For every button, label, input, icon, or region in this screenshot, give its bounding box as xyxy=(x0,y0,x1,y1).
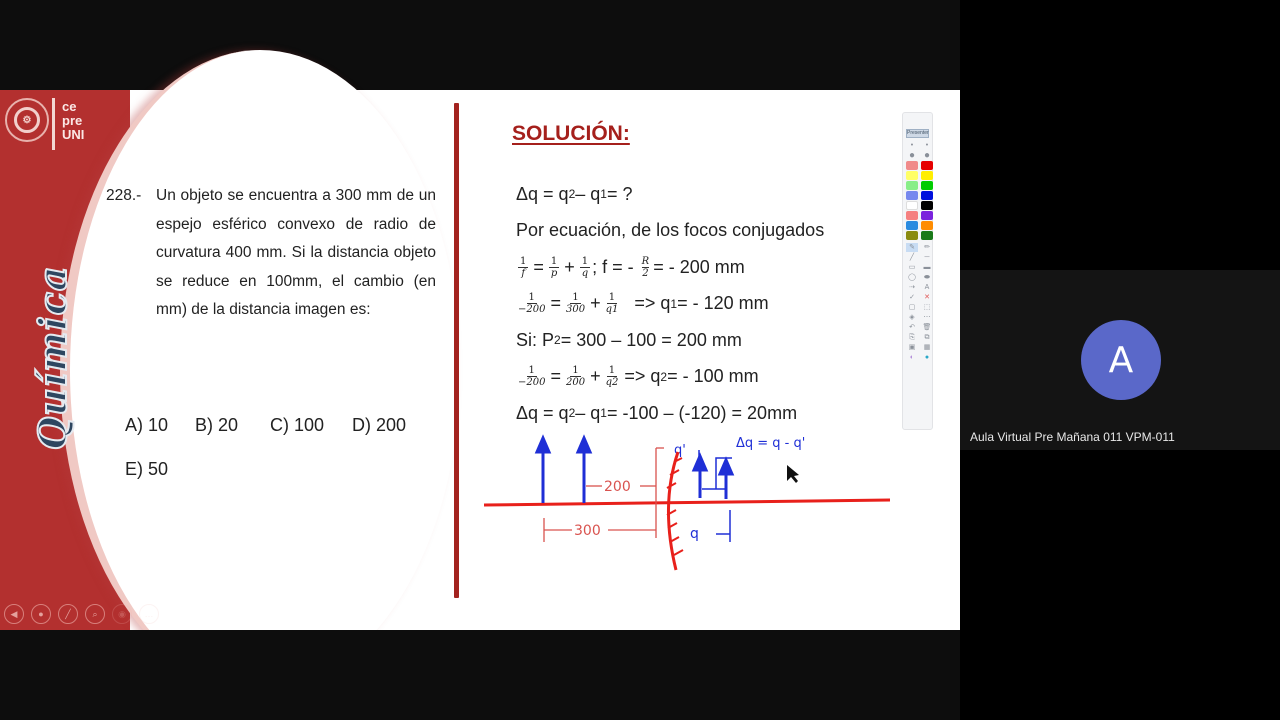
cepre-uni-logo-text: ce pre UNI xyxy=(62,99,85,142)
logo-divider xyxy=(52,98,55,150)
rectangle-icon[interactable]: ▭ xyxy=(908,264,916,271)
color-swatch[interactable] xyxy=(921,181,933,190)
object-arrows xyxy=(537,438,732,503)
pen-icon[interactable]: ╱ xyxy=(58,604,78,624)
zoom-area-icon[interactable]: ⬚ xyxy=(923,304,931,311)
optical-axis xyxy=(484,500,890,505)
check-icon[interactable]: ✓ xyxy=(909,294,915,301)
record-icon[interactable]: ● xyxy=(31,604,51,624)
option-a: A) 10 xyxy=(125,414,169,435)
solution-line-5: Si: P 2 = 300 – 100 = 200 mm xyxy=(516,329,742,350)
screen-icon[interactable]: ▣ xyxy=(908,344,916,351)
solution-line-3: $\frac{1}{f}$ = $\frac{1}{p}$ + $\frac{1}{q}$ ; f = - $\frac{R}{2}$ = - 200 mm xyxy=(520,255,745,279)
university-seal-logo xyxy=(5,98,49,142)
cross-icon[interactable]: ✕ xyxy=(924,294,930,301)
participant-tile[interactable] xyxy=(960,270,1280,450)
medium-dot-icon[interactable]: • xyxy=(925,142,929,149)
color-swatch[interactable] xyxy=(921,171,933,180)
ellipse-icon[interactable]: ◯ xyxy=(908,274,916,281)
color-swatch[interactable] xyxy=(906,211,918,220)
solution-line-7: Δq = q 2 – q 1 = -100 – (-120) = 20mm xyxy=(516,402,798,423)
presenter-label: Presenter xyxy=(907,130,929,136)
color-swatch[interactable] xyxy=(906,171,918,180)
spotlight-icon[interactable]: ◈ xyxy=(909,314,915,321)
back-icon[interactable]: ◀ xyxy=(4,604,24,624)
participant-avatar: A xyxy=(1081,320,1161,400)
select-icon[interactable]: ▢ xyxy=(908,304,916,311)
trash-icon[interactable]: 🗑 xyxy=(922,324,932,331)
xl-dot-icon[interactable]: ● xyxy=(923,150,931,161)
color-swatch[interactable] xyxy=(921,211,933,220)
solution-line-1: Δq = q 2 – q 1 = ? xyxy=(516,183,633,204)
question-block xyxy=(106,182,436,325)
svg-text:300: 300 xyxy=(574,523,601,539)
svg-text:200: 200 xyxy=(604,479,631,495)
color-swatch[interactable] xyxy=(906,191,918,200)
svg-text:Δq = q - q': Δq = q - q' xyxy=(736,436,806,451)
board-icon[interactable]: ▦ xyxy=(923,344,931,351)
dimension-lines xyxy=(544,448,664,542)
video-top-letterbox xyxy=(0,0,960,90)
color-swatch[interactable] xyxy=(921,231,933,240)
filled-ellipse-icon[interactable]: ⬬ xyxy=(924,274,930,281)
pencil-icon[interactable]: ✏ xyxy=(924,244,930,251)
text-icon[interactable]: A xyxy=(924,284,930,291)
option-d: D) 200 xyxy=(352,414,407,435)
highlighter-icon[interactable]: ✎ xyxy=(906,243,918,252)
color-swatch[interactable] xyxy=(921,161,933,170)
color-swatch[interactable] xyxy=(906,181,918,190)
participant-name: Aula Virtual Pre Mañana 011 VPM-011 xyxy=(970,430,1175,444)
color-swatch[interactable] xyxy=(906,221,918,230)
question-number: 228.- xyxy=(106,187,142,204)
solution-title: SOLUCIÓN: xyxy=(512,122,630,145)
color-swatch[interactable] xyxy=(921,201,933,210)
shared-slide xyxy=(0,90,960,630)
more-tools-icon[interactable]: ⋯ xyxy=(923,314,931,321)
large-dot-icon[interactable]: ● xyxy=(908,150,916,161)
answer-options xyxy=(125,403,406,491)
zoom-icon[interactable]: ⌕ xyxy=(85,604,105,624)
slide-nav-controls xyxy=(4,604,159,624)
hline-icon[interactable]: ─ xyxy=(924,254,930,261)
column-divider xyxy=(454,103,459,598)
solution-line-6: $\frac{1}{-200}$ = $\frac{1}{200}$ + $\frac{1}{q2}$ => q 2 = - 100 mm xyxy=(518,365,759,389)
drawing-tools xyxy=(903,243,932,365)
seal-icon: ⚙ xyxy=(14,107,40,133)
mouse-cursor xyxy=(787,465,799,483)
line-icon[interactable]: ╱ xyxy=(909,254,915,261)
handwritten-mirror-diagram xyxy=(480,430,900,580)
small-dot-icon[interactable]: • xyxy=(910,142,914,149)
subject-title: Química xyxy=(30,265,75,450)
undo-icon[interactable]: ↶ xyxy=(909,324,915,331)
solution-steps xyxy=(516,176,824,432)
color-palette xyxy=(903,138,932,243)
theme-icon[interactable]: ◐ xyxy=(909,354,915,361)
filled-rect-icon[interactable]: ▬ xyxy=(923,264,931,271)
color-swatch[interactable] xyxy=(906,201,918,210)
option-e: E) 50 xyxy=(125,458,169,479)
video-bottom-letterbox xyxy=(0,630,960,720)
solution-line-2: Por ecuación, de los focos conjugados xyxy=(516,220,825,241)
color-swatch[interactable] xyxy=(906,231,918,240)
option-c: C) 100 xyxy=(270,414,325,435)
eye-icon[interactable]: ◉ xyxy=(112,604,132,624)
banner-curve xyxy=(60,50,460,690)
arrow-icon[interactable]: ⇢ xyxy=(909,284,915,291)
copy-icon[interactable]: ⎘ xyxy=(909,334,915,341)
svg-text:q': q' xyxy=(674,443,686,458)
layers-icon[interactable]: ⧉ xyxy=(924,334,930,341)
solution-line-4: $\frac{1}{-200}$ = $\frac{1}{300}$ + $\frac{1}{q1}$ => q 1 = - 120 mm xyxy=(518,292,769,316)
color-swatch[interactable] xyxy=(906,161,918,170)
settings-icon[interactable]: ● xyxy=(924,354,930,361)
more-icon[interactable]: … xyxy=(139,604,159,624)
question-text: Un objeto se encuentra a 300 mm de un espejo esférico convexo de radio de curvatura 400 mm. Si la distancia objeto se reduce en 100mm, el cambio (en mm) de la distancia imagen es: xyxy=(156,187,436,319)
color-swatch[interactable] xyxy=(921,221,933,230)
svg-text:q: q xyxy=(690,526,699,542)
annotation-toolbar xyxy=(902,112,933,430)
color-swatch[interactable] xyxy=(921,191,933,200)
option-b: B) 20 xyxy=(195,414,239,435)
